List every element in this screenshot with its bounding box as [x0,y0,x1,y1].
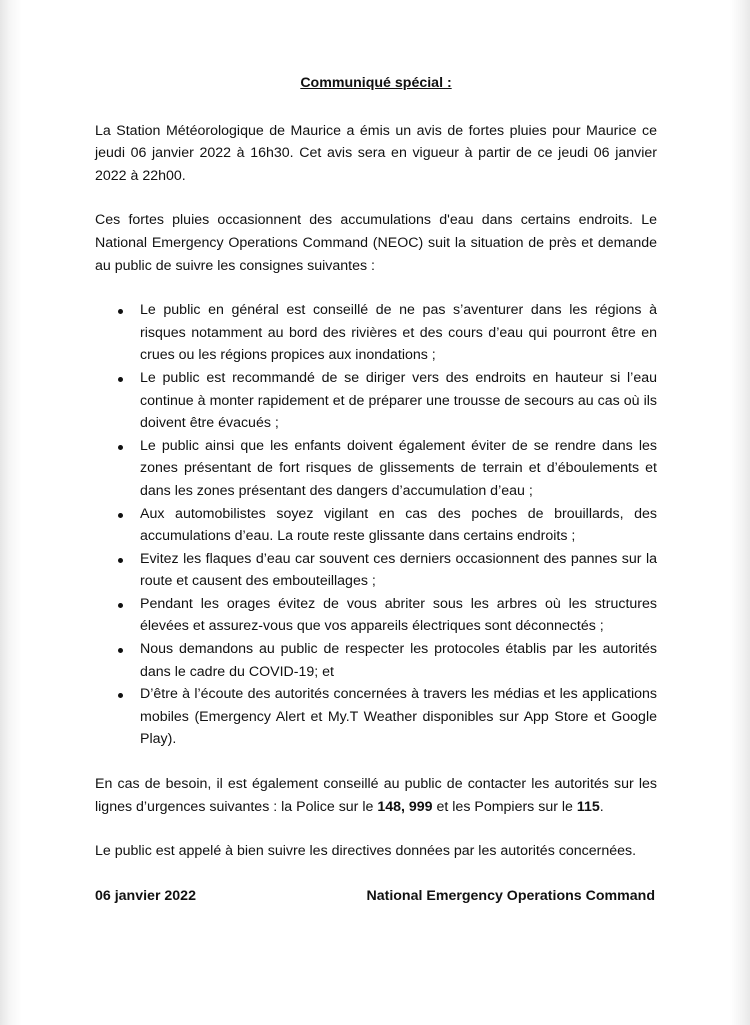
document-footer [95,885,657,909]
fire-number: 115 [576,798,600,815]
list-item-text: Pendant les orages évitez de vous abriter sous les arbres où les structures élevées et assurez-vous que vos appareils électriques sont déconnectés ; [140,595,657,635]
list-item-text: D’être à l’écoute des autorités concernées à travers les médias et les applications mobiles (Emergency Alert et My.T Weather disponibles sur App Store et Google Play). [140,686,657,748]
bullet-icon [118,558,123,563]
list-item [95,435,657,503]
list-item [95,367,657,435]
list-item [95,683,657,751]
bullet-icon [118,309,123,314]
bullet-icon [118,445,123,450]
contact-middle: et les Pompiers sur le [432,798,577,815]
list-item [95,299,657,367]
list-item-text: Nous demandons au public de respecter les protocoles établis par les autorités dans le cadre du COVID-19; et [140,641,657,680]
police-numbers: 148, 999 [377,798,433,815]
list-item [95,548,657,593]
document-title: Communiqué spécial : [300,75,452,91]
contact-prefix: En cas de besoin, il est également conseillé au public de contacter les autorités sur les lignes d’urgences suivantes : la Police sur le [95,776,657,815]
list-item [95,503,657,548]
footer-organization: National Emergency Operations Command [366,887,655,904]
list-item [95,638,657,683]
intro-paragraph-1: La Station Météorologique de Maurice a émis un avis de fortes pluies pour Maurice ce jeudi 06 janvier 2022 à 16h30. Cet avis sera en vigueur à partir de ce jeudi 06 janvier 2022 à 22h00. [95,122,657,184]
list-item-text: Le public ainsi que les enfants doivent également éviter de se rendre dans les zones présentant de fort risques de glissements de terrain et d’éboulements et dans les zones présentant des dangers d’accumulation d’eau ; [140,437,657,499]
closing-paragraph: Le public est appelé à bien suivre les directives données par les autorités concernées. [95,843,637,860]
bullet-icon [118,377,123,382]
instructions-list [95,299,657,751]
bullet-icon [118,603,123,608]
bullet-icon [118,693,123,698]
list-item-text: Aux automobilistes soyez vigilant en cas des poches de brouillards, des accumulations d’eau. La route reste glissante dans certains endroits ; [140,505,657,545]
list-item-text: Le public est recommandé de se diriger vers des endroits en hauteur si l’eau continue à monter rapidement et de préparer une trousse de secours au cas où ils doivent être évacués ; [140,369,657,432]
contact-paragraph [95,773,657,818]
document-content [95,72,657,909]
bullet-icon [118,648,123,653]
intro-paragraph-2: Ces fortes pluies occasionnent des accumulations d'eau dans certains endroits. Le National Emergency Operations Command (NEOC) suit la situation de près et demande au public de suivre les consignes suivantes : [95,212,657,274]
footer-date: 06 janvier 2022 [95,887,196,904]
list-item [95,593,657,638]
bullet-icon [118,513,123,518]
contact-suffix: . [599,798,604,815]
list-item-text: Le public en général est conseillé de ne pas s’aventurer dans les régions à risques notamment au bord des rivières et des cours d’eau qui pourront être en crues ou les régions propices aux inondations ; [140,302,657,364]
list-item-text: Evitez les flaques d’eau car souvent ces derniers occasionnent des pannes sur la route et causent des embouteillages ; [140,550,657,590]
